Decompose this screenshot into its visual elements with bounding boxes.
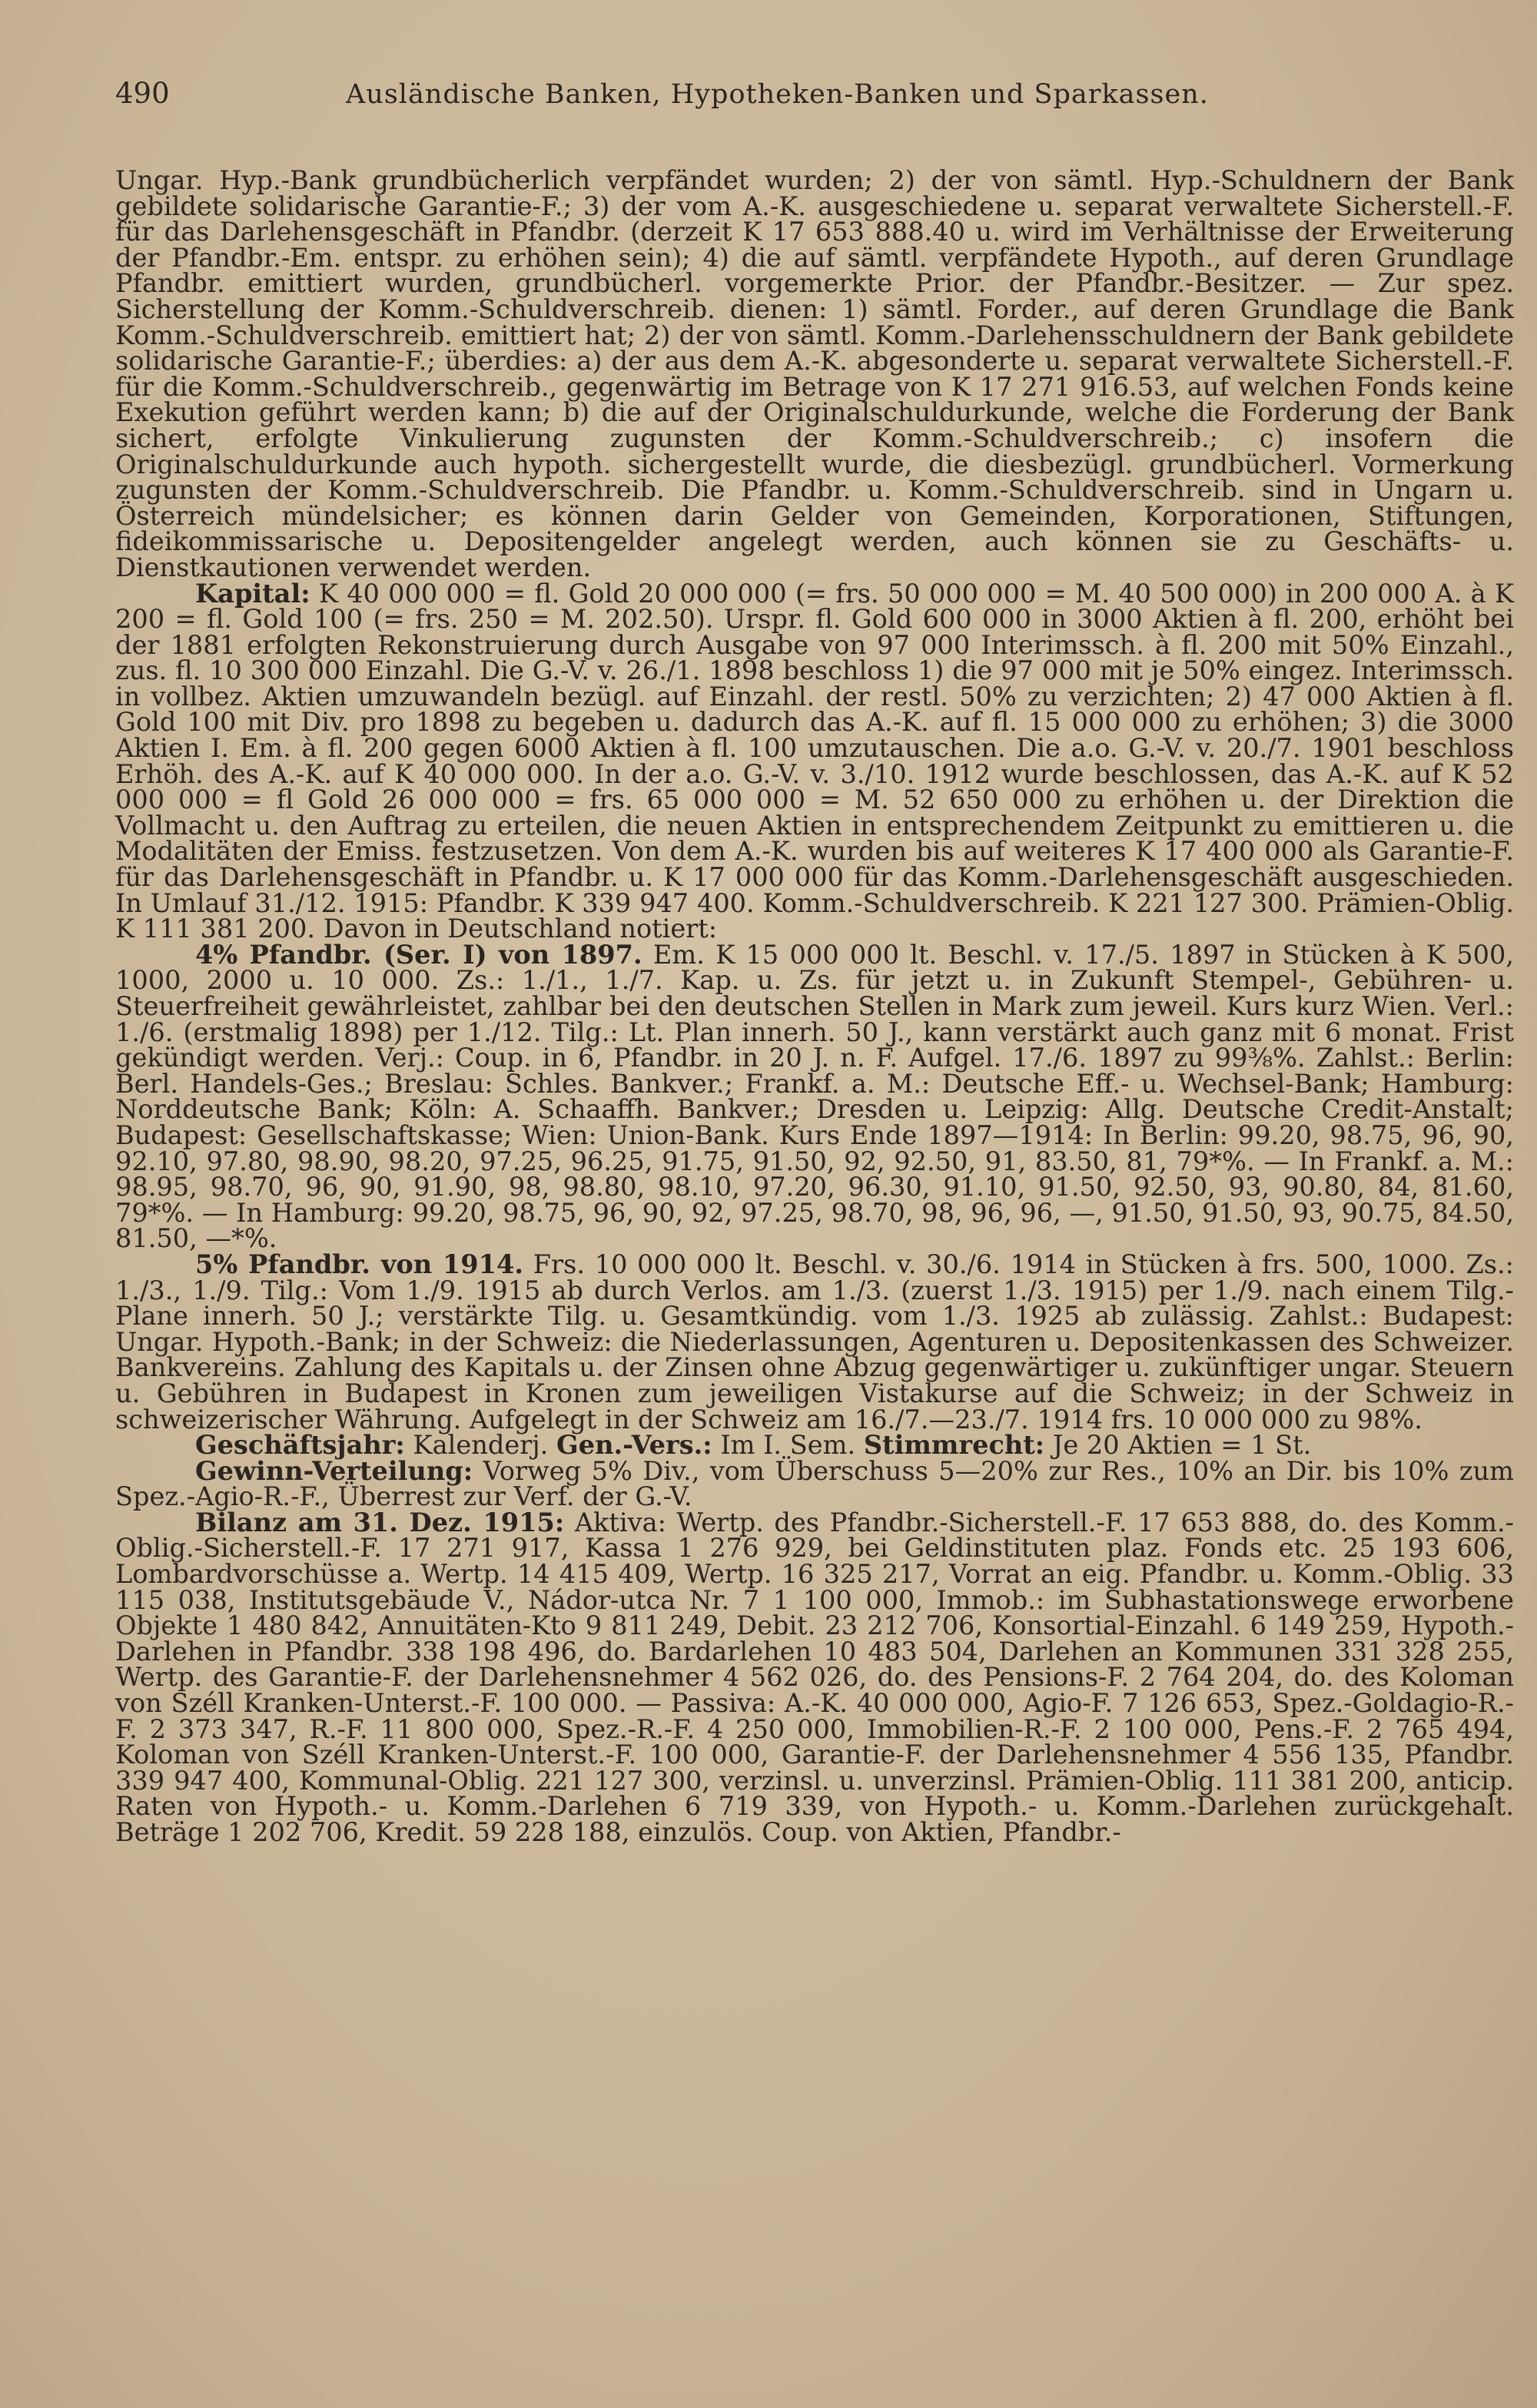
paragraph-lead: Bilanz am 31. Dez. 1915: <box>195 1506 565 1537</box>
paragraph-pfandbr-1897 <box>115 938 1514 1254</box>
paragraph-text: Aktiva: Wertp. des Pfandbr.-Sicherstell.-F. 17 653 888, do. des Komm.-Oblig.-Sicherstell.-F. 17 271 917, Kassa 1 276 929, bei Geldinstituten plaz. Fonds etc. 25 193 606, Lombardvorschüsse a. Wertp. 14 415 409, Wertp. 16 325 217, Vorrat an eig. Pfandbr. u. Komm.-Oblig. 33 115 038, Institutsgebäude V., Nádor-utca Nr. 7 1 100 000, Immob.: im Subhastationswege erworbene Objekte 1 480 842, Annuitäten-Kto 9 811 249, Debit. 23 212 706, Konsortial-Einzahl. 6 149 259, Hypoth.-Darlehen in Pfandbr. 338 198 496, do. Bardarlehen 10 483 504, Darlehen an Kommunen 331 328 255, Wertp. des Garantie-F. der Darlehensnehmer 4 562 026, do. des Pensions-F. 2 764 204, do. des Koloman von Széll Kranken-Unterst.-F. 100 000. — Passiva: A.-K. 40 000 000, Agio-F. 7 126 653, Spez.-Goldagio-R.-F. 2 373 347, R.-F. 11 800 000, Spez.-R.-F. 4 250 000, Immobilien-R.-F. 2 100 000, Pens.-F. 2 765 494, Koloman von Széll Kranken-Unterst.-F. 100 000, Garantie-F. der Darlehensnehmer 4 556 135, Pfandbr. 339 947 400, Kommunal-Oblig. 221 127 300, verzinsl. u. unverzinsl. Prämien-Oblig. 111 381 200, anticip. Raten von Hypoth.- u. Komm.-Darlehen 6 719 339, von Hypoth.- u. Komm.-Darlehen zurückgehalt. Beträge 1 202 706, Kredit. 59 228 188, einzulös. Coup. von Aktien, Pfandbr.- <box>115 1507 1515 1847</box>
paragraph-gewinn-verteilung <box>115 1454 1514 1512</box>
paragraph-geschaeftsjahr <box>115 1429 1514 1461</box>
label-gen-vers: Gen.-Vers.: <box>556 1429 712 1461</box>
paragraph-kapital <box>115 577 1514 944</box>
paragraph-text: K 40 000 000 = fl. Gold 20 000 000 (= frs. 50 000 000 = M. 40 500 000) in 200 000 A. à K 200 = fl. Gold 100 (= frs. 250 = M. 202.50). Urspr. fl. Gold 600 000 in 3000 Aktien à fl. 200, erhöht bei der 1881 erfolgten Rekonstruierung durch Ausgabe von 97 000 Interimssch. à fl. 200 mit 50% Einzahl., zus. fl. 10 300 000 Einzahl. Die G.-V. v. 26./1. 1898 beschloss 1) die 97 000 mit je 50% eingez. Interimssch. in vollbez. Aktien umzuwandeln bezügl. auf Einzahl. der restl. 50% zu verzichten; 2) 47 000 Aktien à fl. Gold 100 mit Div. pro 1898 zu begeben u. dadurch das A.-K. auf fl. 15 000 000 zu erhöhen; 3) die 3000 Aktien I. Em. à fl. 200 gegen 6000 Aktien à fl. 100 umzutauschen. Die a.o. G.-V. v. 20./7. 1901 beschloss Erhöh. des A.-K. auf K 40 000 000. In der a.o. G.-V. v. 3./10. 1912 wurde beschlossen, das A.-K. auf K 52 000 000 = fl Gold 26 000 000 = frs. 65 000 000 = M. 52 650 000 zu erhöhen u. der Direktion die Vollmacht u. den Auftrag zu erteilen, die neuen Aktien in entsprechendem Zeitpunkt zu emittieren u. die Modalitäten der Emiss. festzusetzen. Von dem A.-K. wurden bis auf weiteres K 17 400 000 als Garantie-F. für das Darlehensgeschäft in Pfandbr. u. K 17 000 000 für das Komm.-Darlehensgeschäft ausgeschieden. In Umlauf 31./12. 1915: Pfandbr. K 339 947 400. Komm.-Schuldverschreib. K 221 127 300. Prämien-Oblig. K 111 381 200. Davon in Deutschland notiert: <box>115 578 1514 944</box>
value-stimmrecht: Je 20 Aktien = 1 St. <box>1044 1430 1312 1461</box>
value-geschaeftsjahr: Kalenderj. <box>404 1430 557 1461</box>
running-head: Ausländische Banken, Hypotheken-Banken und Sparkassen. <box>346 79 1209 110</box>
label-geschaeftsjahr: Geschäftsjahr: <box>195 1429 405 1461</box>
label-stimmrecht: Stimmrecht: <box>863 1429 1045 1461</box>
paragraph-lead: Kapital: <box>195 577 310 609</box>
paragraph-security-provisions <box>115 167 1514 581</box>
paragraph-lead: 5% Pfandbr. von 1914. <box>195 1248 524 1279</box>
paragraph-text: Vorweg 5% Div., vom Überschuss 5—20% zur Res., 10% an Dir. bis 10% zum Spez.-Agio-R.-F., Überrest zur Verf. der G.-V. <box>115 1455 1514 1512</box>
value-gen-vers: Im I. Sem. <box>712 1430 864 1461</box>
page-header <box>115 77 1514 138</box>
paragraph-lead: Gewinn-Verteilung: <box>195 1454 473 1486</box>
paragraph-bilanz <box>115 1506 1515 1847</box>
paragraph-lead: 4% Pfandbr. (Ser. I) von 1897. <box>195 938 642 970</box>
paragraph-text: Frs. 10 000 000 lt. Beschl. v. 30./6. 1914 in Stücken à frs. 500, 1000. Zs.: 1./3., 1./9. Tilg.: Vom 1./9. 1915 ab durch Verlos. am 1./3. (zuerst 1./3. 1915) per 1./9. nach einem Tilg.-Plane innerh. 50 J.; verstärkte Tilg. u. Gesamtkündig. vom 1./3. 1925 ab zulässig. Zahlst.: Budapest: Ungar. Hypoth.-Bank; in der Schweiz: die Niederlassungen, Agenturen u. Depositenkassen des Schweizer. Bankvereins. Zahlung des Kapitals u. der Zinsen ohne Abzug gegenwärtiger u. zukünftiger ungar. Steuern u. Gebühren in Budapest in Kronen zum jeweiligen Vistakurse auf die Schweiz; in der Schweiz in schweizerischer Währung. Aufgelegt in der Schweiz am 16./7.—23./7. 1914 frs. 10 000 000 zu 98%. <box>115 1249 1514 1435</box>
paragraph-text: Ungar. Hyp.-Bank grundbücherlich verpfändet wurden; 2) der von sämtl. Hyp.-Schuldnern der Bank gebildete solidarische Garantie-F.; 3) der vom A.-K. ausgeschiedene u. separat verwaltete Sicherstell.-F. für das Darlehensgeschäft in Pfandbr. (derzeit K 17 653 888.40 u. wird im Verhältnisse der Erweiterung der Pfandbr.-Em. entspr. zu erhöhen sein); 4) die auf sämtl. verpfändete Hypoth., auf deren Grundlage Pfandbr. emittiert wurden, grundbücherl. vorgemerkte Prior. der Pfandbr.-Besitzer. — Zur spez. Sicherstellung der Komm.-Schuldverschreib. dienen: 1) sämtl. Forder., auf deren Grundlage die Bank Komm.-Schuldverschreib. emittiert hat; 2) der von sämtl. Komm.-Darlehensschuldnern der Bank gebildete solidarische Garantie-F.; überdies: a) der aus dem A.-K. abgesonderte u. separat verwaltete Sicherstell.-F. für die Komm.-Schuldverschreib., gegenwärtig im Betrage von K 17 271 916.53, auf welchen Fonds keine Exekution geführt werden kann; b) die auf der Originalschuldurkunde, welche die Forderung der Bank sichert, erfolgte Vinkulierung zugunsten der Komm.-Schuldverschreib.; c) insofern die Originalschuldurkunde auch hypoth. sichergestellt wurde, die diesbezügl. grundbücherl. Vormerkung zugunsten der Komm.-Schuldverschreib. Die Pfandbr. u. Komm.-Schuldverschreib. sind in Ungarn u. Österreich mündelsicher; es können darin Gelder von Gemeinden, Korporationen, Stiftungen, fideikommissarische u. Depositengelder angelegt werden, auch können sie zu Geschäfts- u. Dienstkautionen verwendet werden. <box>115 165 1514 582</box>
paragraph-text: Em. K 15 000 000 lt. Beschl. v. 17./5. 1897 in Stücken à K 500, 1000, 2000 u. 10 000. Zs.: 1./1., 1./7. Kap. u. Zs. für jetzt u. in Zukunft Stempel-, Gebühren- u. Steuerfreiheit gewährleistet, zahlbar bei den deutschen Stellen in Mark zum jeweil. Kurs kurz Wien. Verl.: 1./6. (erstmalig 1898) per 1./12. Tilg.: Lt. Plan innerh. 50 J., kann verstärkt auch ganz mit 6 monat. Frist gekündigt werden. Verj.: Coup. in 6, Pfandbr. in 20 J. n. F. Aufgel. 17./6. 1897 zu 99⅜%. Zahlst.: Berlin: Berl. Handels-Ges.; Breslau: Schles. Bankver.; Frankf. a. M.: Deutsche Eff.- u. Wechsel-Bank; Hamburg: Norddeutsche Bank; Köln: A. Schaaffh. Bankver.; Dresden u. Leipzig: Allg. Deutsche Credit-Anstalt; Budapest: Gesellschaftskasse; Wien: Union-Bank. Kurs Ende 1897—1914: In Berlin: 99.20, 98.75, 96, 90, 92.10, 97.80, 98.90, 98.20, 97.25, 96.25, 91.75, 91.50, 92, 92.50, 91, 83.50, 81, 79*%. — In Frankf. a. M.: 98.95, 98.70, 96, 90, 91.90, 98, 98.80, 98.10, 97.20, 96.30, 91.10, 91.50, 92.50, 93, 90.80, 84, 81.60, 79*%. — In Hamburg: 99.20, 98.75, 96, 90, 92, 97.25, 98.70, 98, 96, 96, —, 91.50, 91.50, 93, 90.75, 84.50, 81.50, —*%. <box>115 939 1514 1254</box>
page-number: 490 <box>115 77 170 110</box>
paragraph-pfandbr-1914 <box>115 1248 1514 1435</box>
